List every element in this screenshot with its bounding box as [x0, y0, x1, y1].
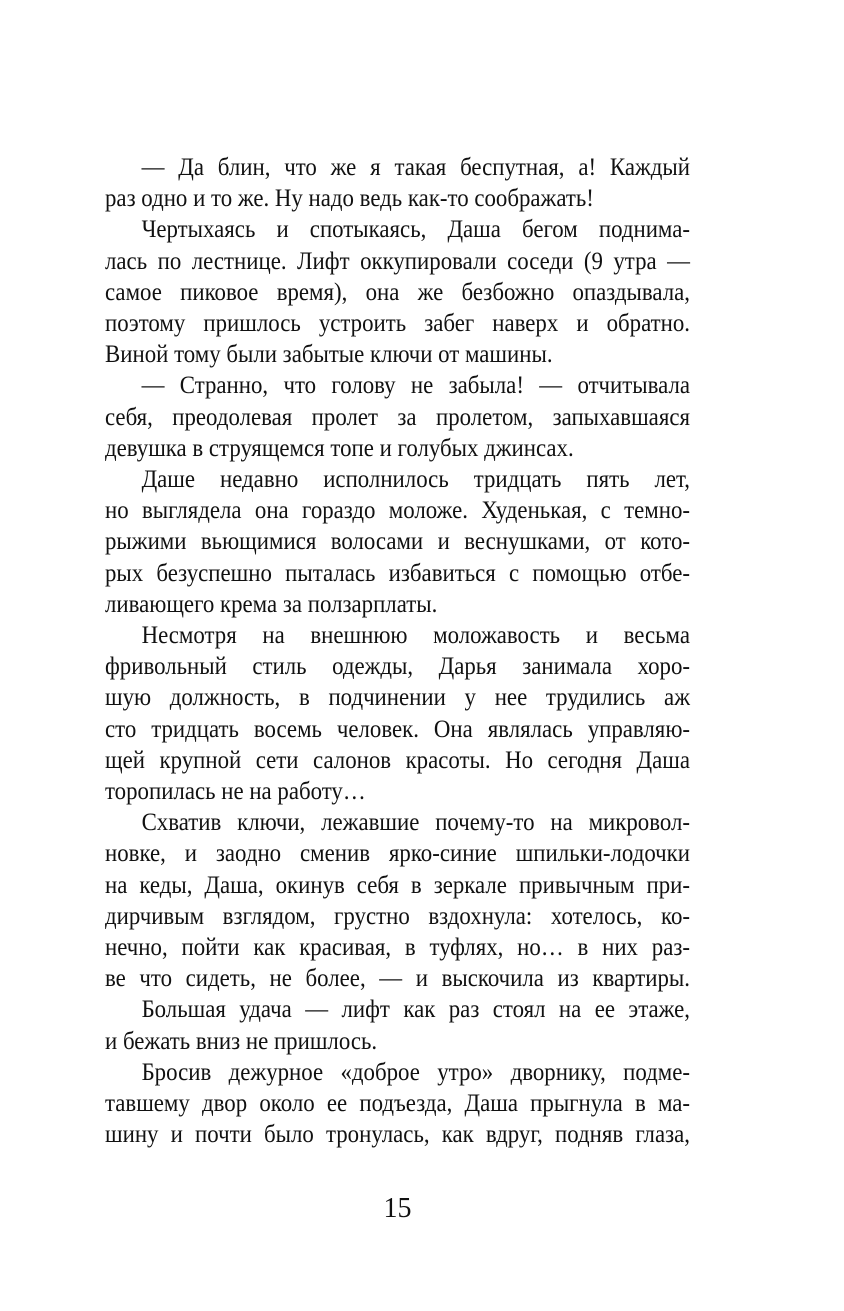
- text-line: поэтому пришлось устроить забег наверх и обратно.: [105, 310, 690, 338]
- text-line: торопилась не на работу…: [105, 778, 366, 806]
- text-line: Бросив дежурное «доброе утро» дворнику, подме-: [141, 1058, 690, 1086]
- text-line: раз одно и то же. Ну надо ведь как-то соображать!: [105, 185, 594, 213]
- text-line: новке, и заодно сменив ярко-синие шпильки-лодочки: [105, 840, 690, 868]
- text-line: Схватив ключи, лежавшие почему-то на микровол-: [141, 809, 690, 837]
- text-line: Несмотря на внешнюю моложавость и весьма: [141, 622, 690, 650]
- text-line: рыжими вьющимися волосами и веснушками, от кото-: [105, 528, 690, 556]
- text-line: рых безуспешно пыталась избавиться с помощью отбе-: [105, 559, 690, 587]
- text-line: но выглядела она гораздо моложе. Худенькая, с темно-: [105, 497, 690, 525]
- text-line: — Да блин, что же я такая беспутная, а! Каждый: [141, 154, 690, 181]
- page-number: 15: [383, 1193, 412, 1224]
- text-line: девушка в струящемся топе и голубых джинсах.: [105, 434, 574, 462]
- text-line: щей крупной сети салонов красоты. Но сегодня Даша: [105, 746, 690, 774]
- text-line: шую должность, в подчинении у нее трудились аж: [105, 684, 690, 712]
- text-line: на кеды, Даша, окинув себя в зеркале привычным при-: [105, 871, 690, 899]
- text-line: фривольный стиль одежды, Дарья занимала хоро-: [105, 653, 690, 681]
- text-line: Даше недавно исполнилось тридцать пять лет,: [141, 466, 690, 494]
- text-line: шину и почти было тронулась, как вдруг, подняв глаза,: [105, 1121, 690, 1149]
- text-line: и бежать вниз не пришлось.: [105, 1027, 378, 1055]
- text-line: ве что сидеть, не более, — и выскочила из квартиры.: [105, 965, 690, 993]
- text-line: сто тридцать восемь человек. Она являлась управляю-: [105, 715, 690, 743]
- body-text: [105, 152, 690, 1151]
- text-line: Виной тому были забытые ключи от машины.: [105, 341, 553, 369]
- text-line: ливающего крема за ползарплаты.: [105, 590, 438, 618]
- text-line: тавшему двор около ее подъезда, Даша прыгнула в ма-: [105, 1090, 690, 1118]
- text-line: Большая удача — лифт как раз стоял на ее этаже,: [141, 996, 690, 1024]
- text-line: лась по лестнице. Лифт оккупировали соседи (9 утра —: [105, 247, 690, 275]
- text-line: — Странно, что голову не забыла! — отчитывала: [141, 372, 690, 400]
- text-line: самое пиковое время), она же безбожно опаздывала,: [105, 278, 690, 306]
- text-line: Чертыхаясь и спотыкаясь, Даша бегом поднима-: [141, 216, 690, 244]
- text-line: дирчивым взглядом, грустно вздохнула: хотелось, ко-: [105, 902, 690, 930]
- text-line: нечно, пойти как красивая, в туфлях, но… в них раз-: [105, 934, 690, 962]
- text-line: себя, преодолевая пролет за пролетом, запыхавшаяся: [105, 403, 690, 431]
